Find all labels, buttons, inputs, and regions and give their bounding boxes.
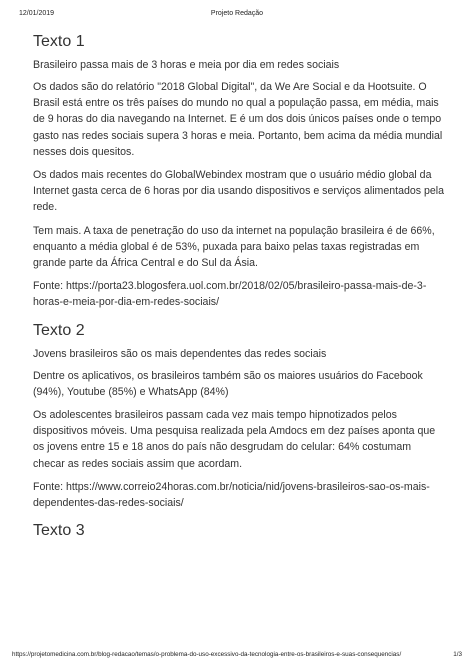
document-title: Projeto Redação [210, 10, 264, 17]
page-number: 1/3 [453, 651, 462, 658]
source-link[interactable]: Fonte: https://porta23.blogosfera.uol.com.br/2018/02/05/brasileiro-passa-mais-de-3-horas-e-meia-por-dia-em-redes-sociais/ [33, 280, 427, 309]
paragraph: Os adolescentes brasileiros passam cada vez mais tempo hipnotizados pelos dispositivos móveis. Uma pesquisa realizada pela Amdocs em dez países aponta que os jovens entre 15 e 18 anos do país não desgrudam do celular: 64% costumam checar as redes sociais assim que acordam. [33, 409, 436, 470]
section-texto-1 [33, 32, 445, 311]
print-header [0, 10, 474, 22]
paragraph: Os dados são do relatório "2018 Global Digital", da We Are Social e da Hootsuite. O Brasil está entre os três países do mundo no qual a população passa, em média, mais de 9 horas do dia navegando na Internet. E é um dos dois únicos países onde o tempo gasto nas redes sociais supera 3 horas e meia. Portanto, bem acima da média mundial nesses dois quesitos. [33, 81, 443, 158]
footer-url[interactable]: https://projetomedicina.com.br/blog-redacao/temas/o-problema-do-uso-excessivo-da-tecnologia-entre-os-brasileiros-e-suas-consequencias/ [12, 651, 402, 658]
print-footer [0, 651, 474, 663]
section-texto-2 [33, 321, 445, 512]
page-content [33, 32, 445, 546]
section-texto-3 [33, 521, 445, 541]
paragraph: Os dados mais recentes do GlobalWebindex mostram que o usuário médio global da Internet gasta cerca de 6 horas por dia usando dispositivos e serviços alimentados pela rede. [33, 169, 445, 214]
paragraph: Dentre os aplicativos, os brasileiros também são os maiores usuários do Facebook (94%), Youtube (85%) e WhatsApp (84%) [33, 369, 423, 398]
section-title: Texto 1 [33, 33, 85, 50]
paragraph: Tem mais. A taxa de penetração do uso da internet na população brasileira é de 66%, enquanto a média global é de 53%, puxada para baixo pelas taxas registradas em grande parte da África Central e do Sul da Ásia. [33, 224, 435, 270]
section-title: Texto 3 [33, 522, 85, 540]
print-date: 12/01/2019 [19, 10, 55, 17]
section-subtitle: Brasileiro passa mais de 3 horas e meia por dia em redes sociais [33, 59, 340, 71]
source-link[interactable]: Fonte: https://www.correio24horas.com.br/noticia/nid/jovens-brasileiros-sao-os-mais-dependentes-das-redes-sociais/ [33, 480, 430, 510]
section-subtitle: Jovens brasileiros são os mais dependentes das redes sociais [33, 347, 327, 360]
section-title: Texto 2 [33, 321, 85, 339]
